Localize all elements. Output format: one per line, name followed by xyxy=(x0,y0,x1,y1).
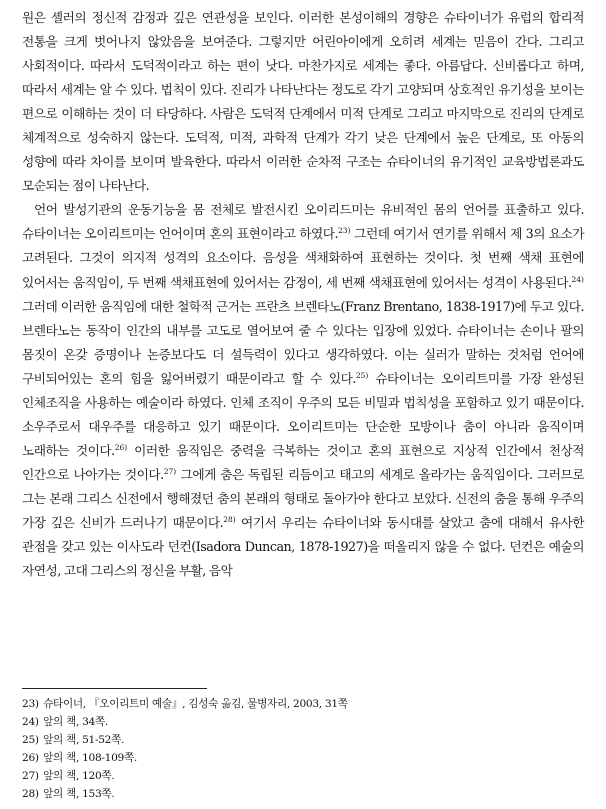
footnote-23 xyxy=(22,695,582,713)
footnote-number: 23) xyxy=(22,698,39,710)
paragraph-2 xyxy=(22,198,584,583)
paragraph-2-sentence: 언어 발성기관의 운동기능을 몸 전체로 발전시킨 오이리드미는 유비적인 몸의 언어를 표출하고 있다. 슈타이너는 오이리트미는 언어이며 혼의 표현이라고 하였다. xyxy=(22,202,584,242)
footnote-number: 24) xyxy=(22,716,39,729)
footnote-text: 앞의 책, 153쪽. xyxy=(43,788,115,801)
footnote-number: 28) xyxy=(22,788,39,801)
paragraph-2-sentence: 여기서 우리는 슈타이너와 동시대를 살았고 춤에 대해서 유사한 관점을 갖고 있는 이사도라 던컨(Isadora Duncan, 1878-1927)을 떠올리지 않을 수 없다. 던컨은 예술의 자연성, 고대 그리스의 정신을 부활, 음악 xyxy=(22,514,584,579)
footnote-number: 25) xyxy=(22,734,39,747)
footnote-28 xyxy=(22,785,582,803)
paragraph-2-sentence: 그러데 이러한 움직임에 대한 철학적 근거는 프란츠 브렌타노(Franz Brentano, 1838-1917)에 두고 있다. 브렌타노는 동작이 인간의 내부를 고도로 열어보여 줄 수 있다는 입장에 있었다. 슈타이너는 손이나 팔의 몸짓이 온갖 증명이나 논증보다도 더 설득력이 있다고 생각하였다. 이는 실러가 말하는 것처럼 언어에 구비되어있는 혼의 힘을 잃어버렸기 때문이라고 할 수 있다. xyxy=(22,298,584,386)
paragraph-2-sentence: 이러한 움직임은 중력을 극복하는 것이고 혼의 표현으로 지상적 인간에서 천상적 인간으로 나아가는 것이다. xyxy=(22,442,585,482)
footnote-text: 앞의 책, 51-52쪽. xyxy=(43,734,125,747)
paragraph-2-sentence: 그에게 춤은 독립된 리듬이고 태고의 세계로 올라가는 움직임이다. 그러므로 그는 본래 그리스 신전에서 행해졌던 춤의 본래의 형태로 돌아가야 한다고 보았다. 신전의 춤을 통해 우주의 가장 깊은 신비가 드러나기 때문이다. xyxy=(22,466,584,530)
footnote-ref-25: 25) xyxy=(355,370,369,380)
footnote-ref-26: 26) xyxy=(114,442,128,452)
footnote-number: 27) xyxy=(22,770,39,783)
body-text xyxy=(22,6,584,583)
paragraph-1: 원은 셸러의 정신적 감정과 깊은 연관성을 보인다. 이러한 본성이해의 경향은 슈타이너가 유럽의 합리적 전통을 크게 벗어나지 않았음을 보여준다. 그렇지만 어린아이에게 오히려 세계는 믿음이 간다. 그리고 사회적이다. 따라서 도덕적이라고 하는 편이 낫다. 마찬가지로 세계는 좋다. 아름답다. 신비롭다고 하며, 따라서 세계는 알 수 있다. 법칙이 있다. 진리가 나타난다는 정도로 각기 고양되며 상호적인 유기성을 보이는 편으로 이해하는 것이 더 타당하다. 사람은 도덕적 단계에서 미적 단계로 그리고 마지막으로 진리의 단계로 체계적으로 성숙하지 않는다. 도덕적, 미적, 과학적 단계가 각기 낮은 단계에서 높은 단계로, 또 아동의 성향에 따라 차이를 보이며 발육한다. 따라서 이러한 순차적 구조는 슈타이너의 유기적인 교육방법론과도 모순되는 점이 나타난다. xyxy=(22,10,584,194)
footnote-divider xyxy=(22,688,207,689)
footnote-ref-27: 27) xyxy=(163,466,177,476)
footnote-text: 앞의 책, 108-109쪽. xyxy=(43,752,138,765)
footnote-number: 26) xyxy=(22,752,39,765)
footnotes xyxy=(22,695,582,804)
footnote-27 xyxy=(22,767,582,785)
paragraph-2-sentence: 슈타이너는 오이리트미를 가장 완성된 인체조직을 사용하는 예술이라 하였다. 인체 조직이 우주의 모든 비밀과 법칙성을 포함하고 있기 때문이다. 소우주로서 대우주를 대응하고 있기 때문이다. 오이리트미는 단순한 모방이나 춤이 아니라 움직이며 노래하는 것이다. xyxy=(22,370,584,458)
footnote-26 xyxy=(22,749,582,767)
paragraph-2-sentence: 그런데 여기서 연기를 위해서 제 3의 요소가 고려된다. 그것이 의지적 성격의 요소이다. 음성을 색채화하여 표현하는 것이다. 첫 번째 색채 표현에 있어서는 움직임이, 두 번째 색채표현에 있어서는 감정이, 세 번째 색채표현에 있어서는 성격이 사용된다. xyxy=(22,226,584,290)
footnote-ref-28: 28) xyxy=(223,514,236,524)
footnote-ref-24: 24) xyxy=(571,274,584,284)
footnote-text: 앞의 책, 120쪽. xyxy=(43,770,115,783)
footnote-25 xyxy=(22,731,582,749)
footnote-text: 슈타이너, 『오이리트미 예술』, 김성숙 옮김, 물병자리, 2003, 31쪽 xyxy=(43,698,348,710)
footnote-ref-23: 23) xyxy=(338,226,351,236)
footnote-text: 앞의 책, 34쪽. xyxy=(43,716,108,729)
footnote-24 xyxy=(22,713,582,731)
